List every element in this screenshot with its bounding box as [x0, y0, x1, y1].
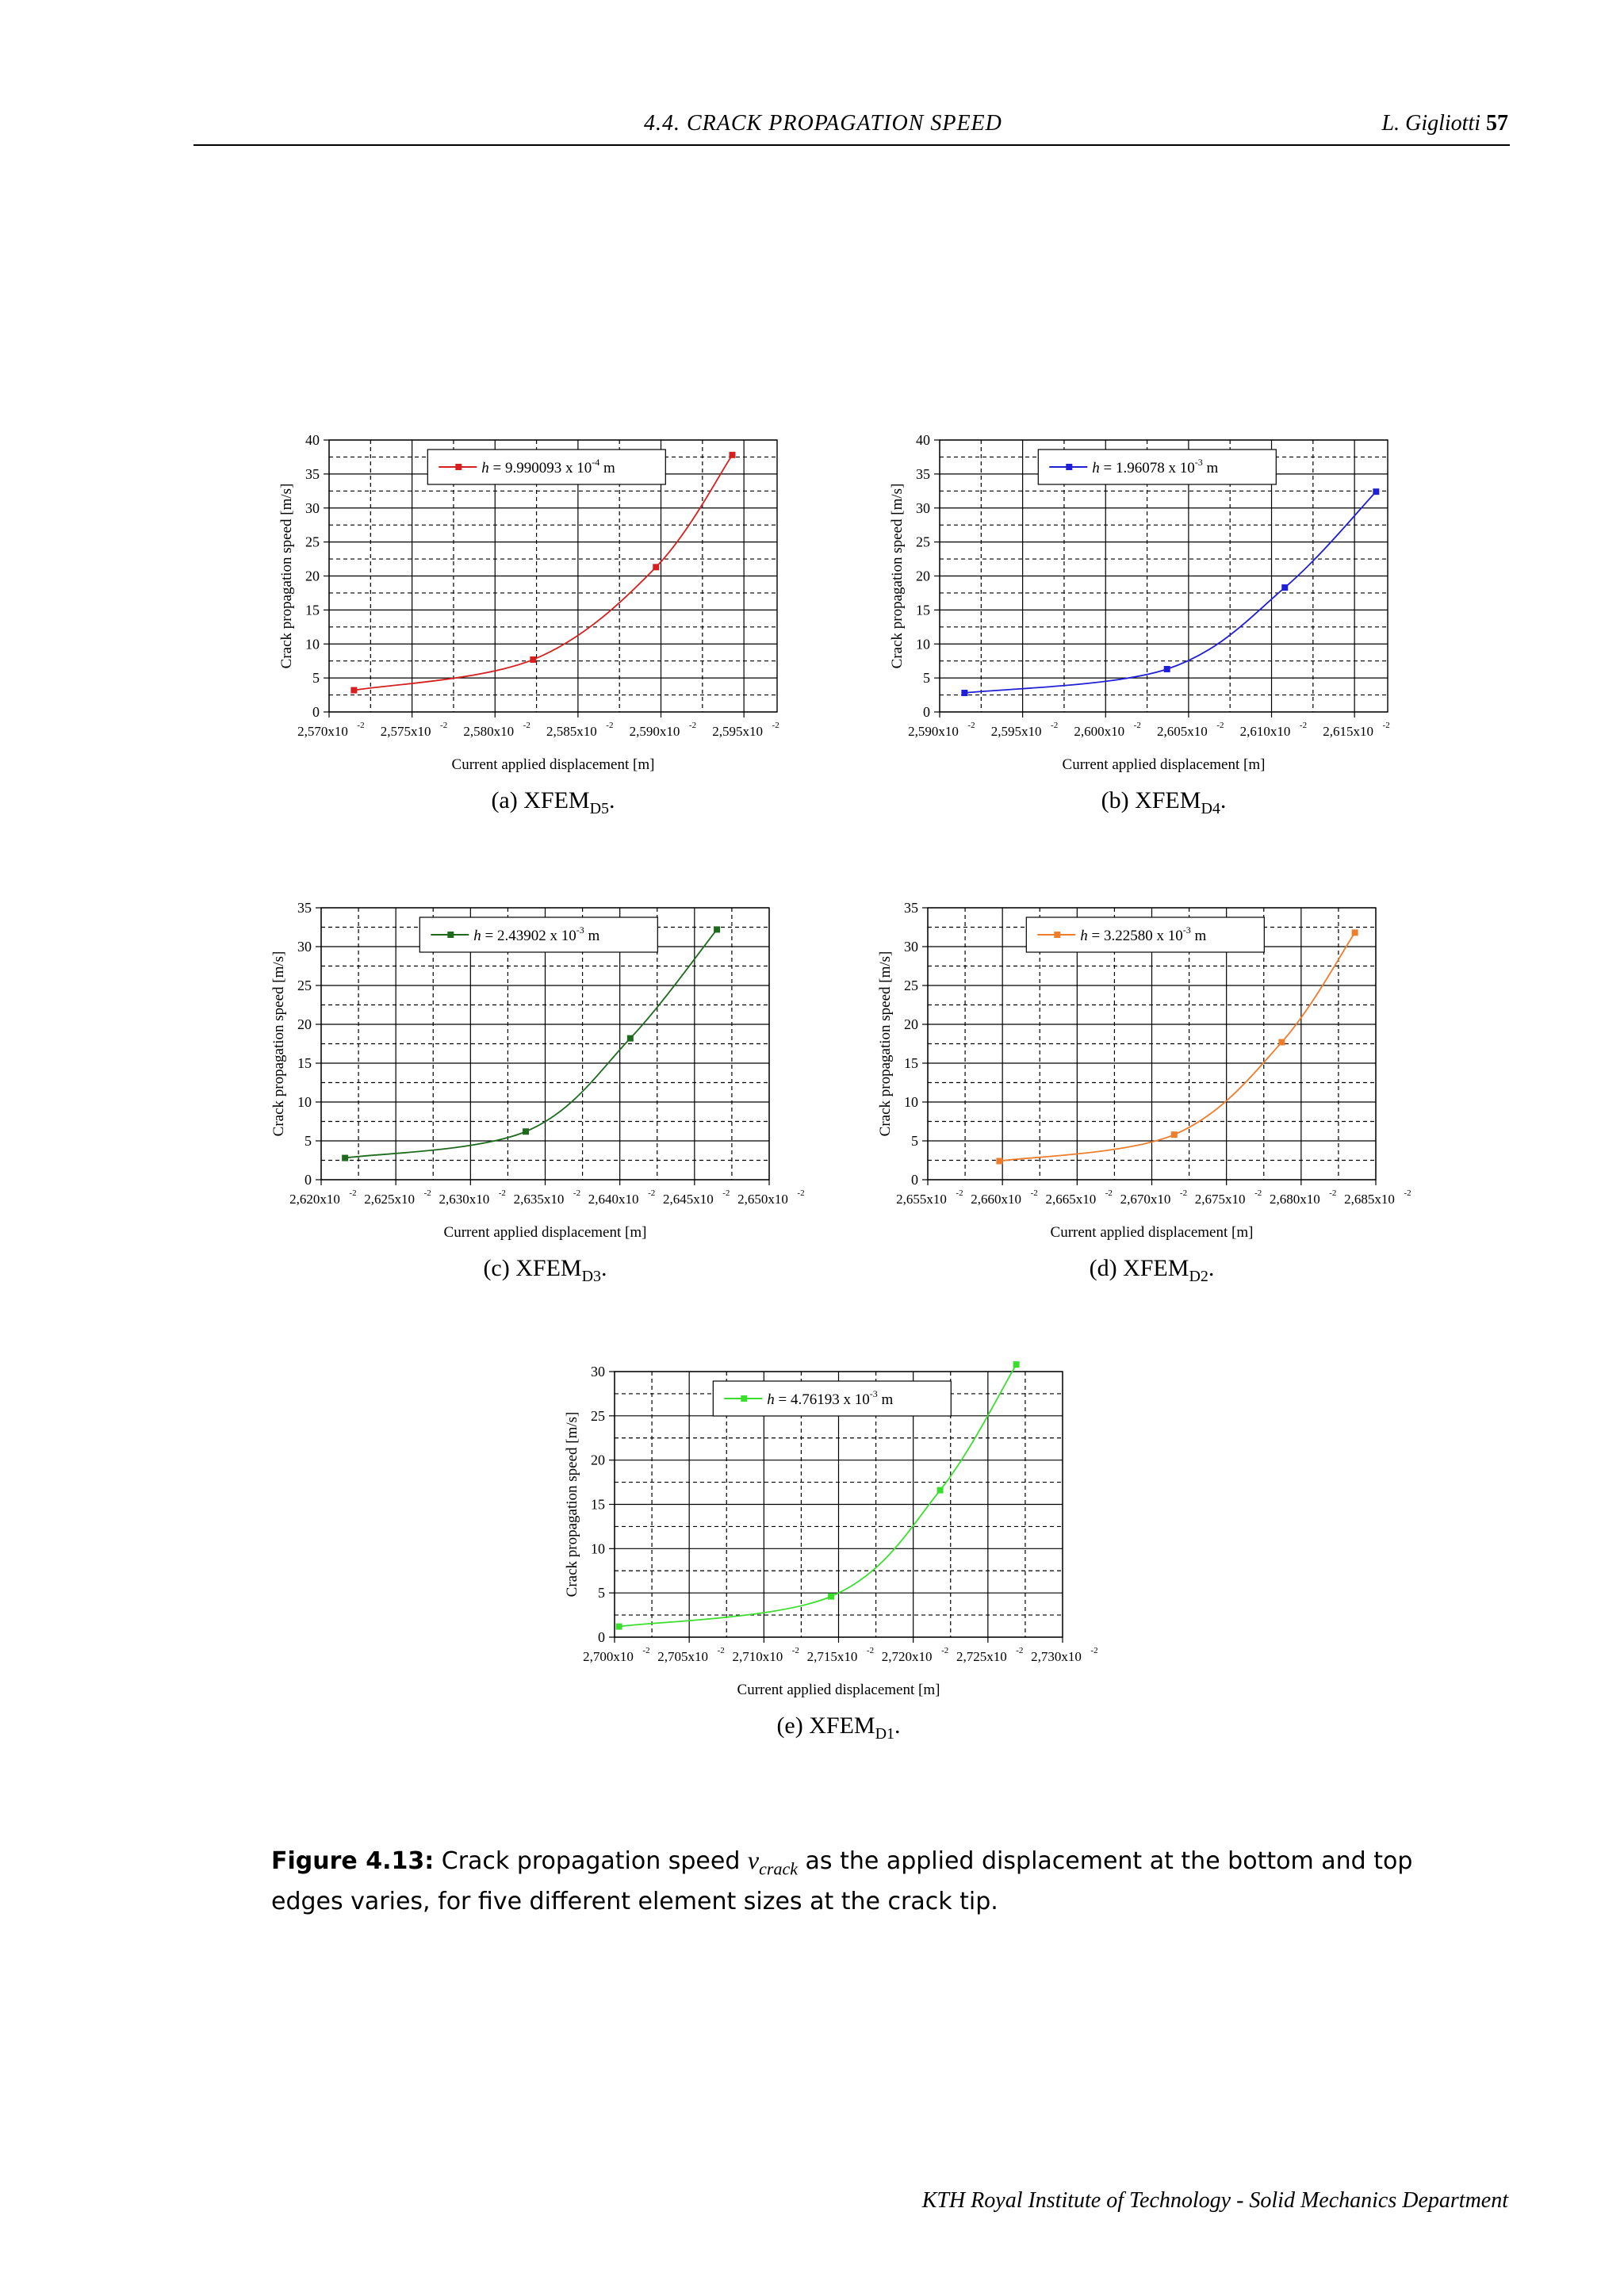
subfigure-caption-sub: D4	[1201, 800, 1220, 817]
subfigure-caption	[1045, 787, 1283, 818]
x-tick-exponent: -2	[1254, 1188, 1262, 1198]
running-header-author	[1382, 111, 1508, 136]
y-tick-label: 25	[305, 534, 320, 550]
y-tick-label: 5	[312, 670, 320, 687]
x-tick-exponent: -2	[866, 1646, 875, 1655]
y-tick-label: 15	[916, 602, 930, 618]
subfigure-caption-text: (b) XFEM	[1101, 787, 1201, 813]
math-base: v	[747, 1846, 760, 1874]
running-header-section: 4.4. CRACK PROPAGATION SPEED	[644, 111, 1002, 136]
x-tick-label: 2,665x10	[1045, 1192, 1097, 1207]
x-tick-exponent: -2	[423, 1188, 431, 1198]
legend	[427, 450, 665, 484]
data-point	[530, 656, 536, 663]
x-tick-exponent: -2	[967, 721, 975, 730]
y-tick-label: 35	[305, 465, 320, 482]
figure-caption-math	[747, 1846, 798, 1879]
y-tick-label: 15	[297, 1055, 312, 1071]
x-tick-exponent: -2	[797, 1188, 805, 1198]
legend	[713, 1381, 951, 1416]
x-tick-exponent: -2	[440, 721, 448, 730]
legend-text: h = 4.76193 x $10^{-3}$ m	[767, 1388, 894, 1408]
x-tick-exponent: -2	[1382, 721, 1390, 730]
data-point	[350, 687, 357, 694]
x-tick-label: 2,600x10	[1074, 724, 1125, 739]
legend-marker	[447, 932, 454, 938]
data-point	[1278, 1039, 1285, 1046]
y-tick-label: 5	[598, 1585, 605, 1601]
x-tick-label: 2,680x10	[1269, 1192, 1320, 1207]
x-tick-label: 2,605x10	[1157, 724, 1208, 739]
x-tick-label: 2,675x10	[1194, 1192, 1246, 1207]
legend	[1038, 450, 1276, 484]
page-number: 57	[1486, 111, 1508, 136]
legend-text: h = 2.43902 x $10^{-3}$ m	[473, 924, 600, 944]
data-point	[627, 1035, 634, 1042]
data-point	[996, 1158, 1002, 1164]
y-tick-label: 20	[916, 568, 930, 584]
y-tick-label: 25	[591, 1407, 605, 1424]
x-tick-label: 2,625x10	[364, 1192, 416, 1207]
x-tick-label: 2,655x10	[896, 1192, 947, 1207]
subfigure-caption-sub: D2	[1189, 1268, 1208, 1285]
x-tick-label: 2,725x10	[956, 1649, 1007, 1664]
y-tick-label: 15	[305, 602, 320, 618]
x-tick-exponent: -2	[1051, 721, 1059, 730]
y-axis-label: Crack propagation speed [m/s]	[278, 483, 295, 669]
x-tick-exponent: -2	[688, 721, 697, 730]
y-tick-label: 5	[923, 670, 930, 687]
x-tick-label: 2,670x10	[1120, 1192, 1171, 1207]
x-tick-exponent: -2	[1105, 1188, 1113, 1198]
x-tick-label: 2,710x10	[732, 1649, 783, 1664]
x-tick-exponent: -2	[1329, 1188, 1337, 1198]
x-tick-exponent: -2	[1030, 1188, 1038, 1198]
x-tick-label: 2,580x10	[463, 724, 515, 739]
data-point	[523, 1128, 529, 1135]
x-tick-label: 2,650x10	[737, 1192, 788, 1207]
x-tick-label: 2,595x10	[990, 724, 1042, 739]
legend	[1026, 917, 1264, 952]
data-point	[653, 564, 659, 570]
subfigure-caption-period: .	[601, 1255, 607, 1281]
y-tick-label: 30	[591, 1364, 605, 1380]
y-tick-label: 10	[904, 1094, 918, 1110]
y-tick-label: 20	[305, 568, 320, 584]
x-tick-label: 2,700x10	[583, 1649, 634, 1664]
y-tick-label: 0	[312, 704, 320, 720]
y-tick-label: 30	[904, 939, 918, 955]
x-tick-exponent: -2	[956, 1188, 963, 1198]
x-tick-label: 2,590x10	[908, 724, 959, 739]
data-point	[1373, 488, 1379, 495]
legend	[419, 917, 657, 952]
chart-panel-c	[262, 896, 848, 1324]
figure-caption-text-after: as the applied displacement at the bottom and top edges varies, for five different element sizes at the crack tip.	[271, 1847, 1413, 1916]
x-tick-exponent: -2	[717, 1646, 725, 1655]
y-tick-label: 25	[916, 534, 930, 550]
y-tick-label: 35	[904, 900, 918, 916]
data-point	[1013, 1361, 1020, 1368]
data-point	[1352, 929, 1358, 936]
subfigure-caption-period: .	[609, 787, 615, 813]
legend-text: h = 9.990093 x $10^{-4}$ m	[481, 457, 615, 476]
x-tick-exponent: -2	[1090, 1646, 1098, 1655]
x-tick-exponent: -2	[606, 721, 614, 730]
x-axis-label: Current applied displacement [m]	[1062, 756, 1266, 773]
chart-panel-b	[880, 428, 1467, 856]
x-tick-label: 2,595x10	[712, 724, 764, 739]
figure-caption-text-before: Crack propagation speed	[434, 1847, 748, 1875]
data-point	[1171, 1131, 1178, 1138]
author-name: L. Gigliotti	[1381, 111, 1480, 136]
y-tick-label: 0	[923, 704, 930, 720]
subfigure-caption-text: (a) XFEM	[491, 787, 590, 813]
x-tick-exponent: -2	[648, 1188, 656, 1198]
y-tick-label: 30	[916, 499, 930, 516]
y-tick-label: 10	[591, 1540, 605, 1557]
y-tick-label: 10	[305, 636, 320, 652]
data-point	[714, 926, 720, 932]
math-sub: crack	[759, 1858, 798, 1879]
x-tick-label: 2,715x10	[806, 1649, 858, 1664]
x-tick-label: 2,705x10	[657, 1649, 709, 1664]
y-tick-label: 20	[904, 1016, 918, 1032]
legend-marker	[1066, 464, 1072, 470]
subfigure-caption-period: .	[1208, 1255, 1215, 1281]
subfigure-caption-text: (d) XFEM	[1089, 1255, 1189, 1281]
x-tick-label: 2,635x10	[513, 1192, 565, 1207]
x-axis-label: Current applied displacement [m]	[451, 756, 655, 773]
x-tick-exponent: -2	[772, 721, 779, 730]
figure-label: Figure 4.13:	[271, 1847, 435, 1875]
x-tick-label: 2,610x10	[1239, 724, 1291, 739]
chart-panel-a	[270, 428, 856, 856]
data-point	[937, 1487, 944, 1494]
x-tick-exponent: -2	[722, 1188, 730, 1198]
data-point	[342, 1155, 348, 1161]
legend-marker	[1054, 932, 1060, 938]
legend-text: h = 1.96078 x $10^{-3}$ m	[1092, 457, 1219, 476]
y-tick-label: 20	[297, 1016, 312, 1032]
figure-caption	[271, 1843, 1445, 1919]
x-tick-label: 2,575x10	[380, 724, 431, 739]
x-tick-label: 2,630x10	[439, 1192, 490, 1207]
legend-marker	[455, 464, 462, 470]
x-tick-exponent: -2	[1179, 1188, 1188, 1198]
y-tick-label: 30	[305, 499, 320, 516]
data-point	[616, 1624, 622, 1630]
y-tick-label: 0	[598, 1629, 605, 1645]
data-point	[828, 1594, 834, 1600]
data-point	[961, 690, 967, 696]
y-tick-label: 0	[911, 1172, 918, 1188]
y-tick-label: 35	[297, 900, 312, 916]
x-tick-label: 2,685x10	[1344, 1192, 1395, 1207]
y-tick-label: 25	[297, 978, 312, 993]
subfigure-caption	[427, 1255, 665, 1286]
y-axis-label: Crack propagation speed [m/s]	[877, 951, 894, 1137]
y-tick-label: 10	[297, 1094, 312, 1110]
y-tick-label: 40	[916, 432, 930, 448]
subfigure-caption	[720, 1712, 958, 1743]
x-tick-label: 2,570x10	[297, 724, 348, 739]
x-tick-exponent: -2	[523, 721, 530, 730]
x-tick-label: 2,615x10	[1323, 724, 1374, 739]
chart-panel-d	[868, 896, 1455, 1324]
x-tick-exponent: -2	[498, 1188, 506, 1198]
subfigure-caption-sub: D5	[589, 800, 610, 817]
x-tick-exponent: -2	[1299, 721, 1308, 730]
y-tick-label: 5	[911, 1133, 918, 1149]
page-footer: KTH Royal Institute of Technology - Solid Mechanics Department	[921, 2188, 1508, 2213]
subfigure-caption-sub: D1	[875, 1725, 895, 1743]
y-tick-label: 30	[297, 939, 312, 955]
subfigure-caption-period: .	[894, 1712, 901, 1739]
y-tick-label: 15	[904, 1055, 918, 1071]
y-tick-label: 15	[591, 1496, 605, 1513]
chart-e	[555, 1360, 1142, 1772]
x-tick-label: 2,620x10	[289, 1192, 340, 1207]
x-tick-label: 2,640x10	[588, 1192, 639, 1207]
x-tick-label: 2,585x10	[546, 724, 597, 739]
x-tick-exponent: -2	[1216, 721, 1224, 730]
x-tick-label: 2,720x10	[881, 1649, 933, 1664]
header-rule	[193, 144, 1510, 146]
data-point	[1164, 666, 1170, 672]
x-tick-label: 2,660x10	[971, 1192, 1022, 1207]
subfigure-caption	[435, 787, 672, 818]
y-axis-label: Crack propagation speed [m/s]	[889, 483, 906, 669]
series-line	[354, 455, 732, 691]
x-tick-exponent: -2	[642, 1646, 650, 1655]
x-tick-exponent: -2	[1404, 1188, 1411, 1198]
x-tick-exponent: -2	[791, 1646, 799, 1655]
subfigure-caption-text: (c) XFEM	[483, 1255, 582, 1281]
y-tick-label: 35	[916, 465, 930, 482]
x-tick-label: 2,590x10	[629, 724, 680, 739]
subfigure-caption-text: (e) XFEM	[776, 1712, 875, 1739]
x-axis-label: Current applied displacement [m]	[1050, 1224, 1254, 1241]
y-axis-label: Crack propagation speed [m/s]	[270, 951, 287, 1137]
x-tick-exponent: -2	[941, 1646, 949, 1655]
y-tick-label: 0	[304, 1172, 312, 1188]
x-tick-label: 2,730x10	[1031, 1649, 1082, 1664]
legend-text: h = 3.22580 x $10^{-3}$ m	[1080, 924, 1207, 944]
y-tick-label: 20	[591, 1452, 605, 1468]
y-tick-label: 25	[904, 978, 918, 993]
legend-marker	[741, 1395, 747, 1402]
subfigure-caption-sub: D3	[581, 1268, 602, 1285]
series-line	[964, 492, 1376, 693]
y-tick-label: 40	[305, 432, 320, 448]
data-point	[1281, 584, 1288, 591]
chart-panel-e	[555, 1360, 1142, 1772]
x-tick-exponent: -2	[573, 1188, 581, 1198]
y-tick-label: 5	[304, 1133, 312, 1149]
y-axis-label: Crack propagation speed [m/s]	[564, 1411, 580, 1598]
y-tick-label: 10	[916, 636, 930, 652]
x-axis-label: Current applied displacement [m]	[443, 1224, 647, 1241]
x-tick-exponent: -2	[357, 721, 365, 730]
x-axis-label: Current applied displacement [m]	[737, 1682, 940, 1698]
x-tick-exponent: -2	[1133, 721, 1141, 730]
data-point	[730, 452, 736, 458]
x-tick-exponent: -2	[349, 1188, 357, 1198]
x-tick-exponent: -2	[1016, 1646, 1024, 1655]
x-tick-label: 2,645x10	[662, 1192, 714, 1207]
subfigure-caption-period: .	[1220, 787, 1227, 813]
subfigure-caption	[1033, 1255, 1271, 1286]
